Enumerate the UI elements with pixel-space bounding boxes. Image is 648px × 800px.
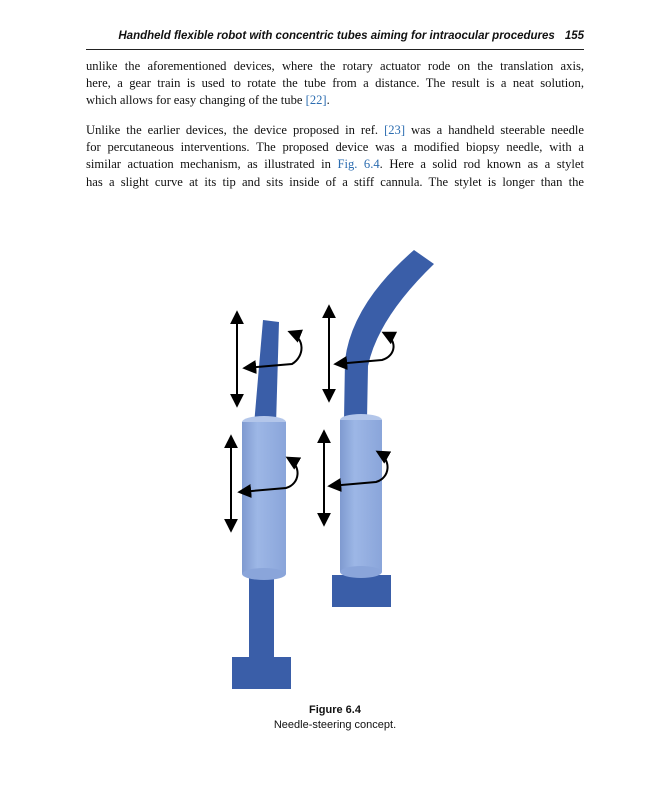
right-needle-assembly <box>324 250 434 607</box>
citation-link-23[interactable]: [23] <box>384 123 406 137</box>
citation-link-22[interactable]: [22] <box>305 93 327 108</box>
right-base-plate <box>332 575 391 607</box>
figure-caption: Needle-steering concept. <box>273 719 397 731</box>
figure-link[interactable]: Fig. 6.4 <box>337 157 380 172</box>
paragraph-2-line-1: Unlike the earlier devices, the device proposed in ref. [23] was a handheld steerable needle <box>86 123 584 137</box>
right-cannula-bottom <box>340 566 382 578</box>
running-title: Handheld flexible robot with concentric tubes aiming for intraocular procedures <box>118 30 555 42</box>
right-cannula <box>340 420 382 572</box>
page-number: 155 <box>564 30 584 42</box>
left-handle-shaft <box>249 578 274 658</box>
paragraph-2-line-3: similar actuation mechanism, as illustrated in Fig. 6.4. Here a solid rod known as a stylet <box>86 157 584 172</box>
figure-label: Figure 6.4 <box>309 704 361 716</box>
paragraph-2-line-4: has a slight curve at its tip and sits inside of a stiff cannula. The stylet is longer than the <box>86 174 584 189</box>
left-needle-assembly <box>231 313 302 689</box>
left-stylet-straight <box>254 320 279 425</box>
paragraph-1-line-1: unlike the aforementioned devices, where the rotary actuator rode on the translation axis, <box>86 59 584 73</box>
paragraph-1-line-3: which allows for easy changing of the tube [22]. <box>86 93 330 108</box>
left-base-plate <box>232 657 291 689</box>
paragraph-1-line-2: here, a gear train is used to rotate the tube from a distance. The result is a neat solution, <box>86 76 584 91</box>
left-cannula-bottom <box>242 568 286 580</box>
left-cannula <box>242 422 286 574</box>
paragraph-2-line-2: for percutaneous interventions. The proposed device was a modified biopsy needle, with a <box>86 140 584 155</box>
